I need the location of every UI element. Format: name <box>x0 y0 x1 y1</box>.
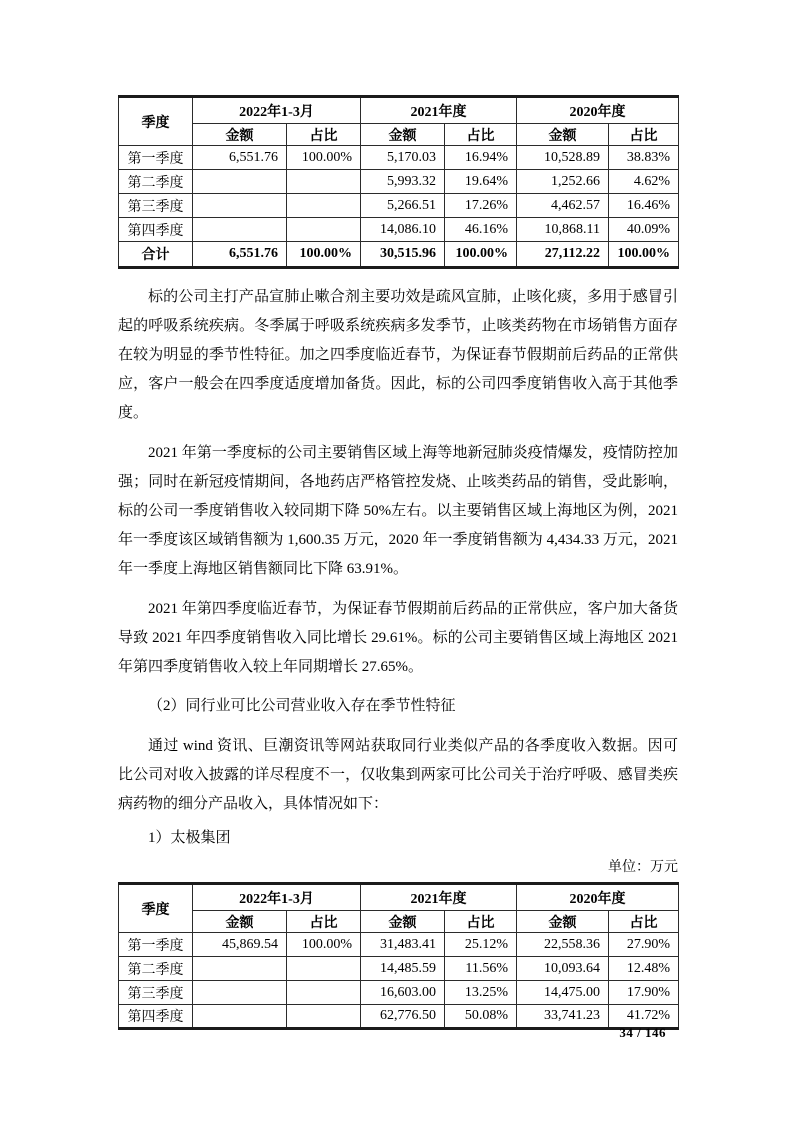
unit-note: 单位：万元 <box>608 860 678 875</box>
table-row <box>119 1005 679 1029</box>
quarter-column-header: 季度 <box>119 97 193 146</box>
metric-header: 占比 <box>287 911 361 933</box>
amount-cell <box>193 957 287 981</box>
period-header: 2020年度 <box>517 884 679 911</box>
ratio-cell: 11.56% <box>445 957 517 981</box>
amount-cell: 10,528.89 <box>517 146 609 170</box>
amount-cell: 33,741.23 <box>517 1005 609 1029</box>
amount-cell <box>193 1005 287 1029</box>
table-row <box>119 194 679 218</box>
ratio-cell: 4.62% <box>609 170 679 194</box>
page-number: 34 / 146 <box>619 1025 666 1040</box>
table-row <box>119 146 679 170</box>
period-header: 2021年度 <box>361 884 517 911</box>
ratio-cell: 100.00% <box>287 146 361 170</box>
table-row <box>119 981 679 1005</box>
quarter-label: 第一季度 <box>119 146 193 170</box>
amount-cell: 6,551.76 <box>193 146 287 170</box>
amount-cell: 14,086.10 <box>361 218 445 242</box>
ratio-cell: 100.00% <box>287 933 361 957</box>
table-row <box>119 242 679 268</box>
period-header: 2022年1-3月 <box>193 884 361 911</box>
ratio-cell: 19.64% <box>445 170 517 194</box>
ratio-cell: 25.12% <box>445 933 517 957</box>
quarter-label: 第二季度 <box>119 170 193 194</box>
table-row <box>119 170 679 194</box>
ratio-cell: 17.90% <box>609 981 679 1005</box>
quarter-label: 第三季度 <box>119 194 193 218</box>
ratio-cell: 100.00% <box>287 242 361 268</box>
ratio-cell: 100.00% <box>445 242 517 268</box>
quarter-label: 第三季度 <box>119 981 193 1005</box>
quarter-label: 第四季度 <box>119 218 193 242</box>
quarter-label: 第四季度 <box>119 1005 193 1029</box>
amount-cell <box>193 194 287 218</box>
amount-cell <box>193 981 287 1005</box>
amount-cell: 22,558.36 <box>517 933 609 957</box>
taiji-group-quarterly-revenue-table <box>118 882 679 1030</box>
metric-header: 占比 <box>287 124 361 146</box>
metric-header: 金额 <box>193 124 287 146</box>
amount-cell: 5,993.32 <box>361 170 445 194</box>
ratio-cell <box>287 981 361 1005</box>
quarter-column-header: 季度 <box>119 884 193 933</box>
amount-cell: 62,776.50 <box>361 1005 445 1029</box>
amount-cell: 16,603.00 <box>361 981 445 1005</box>
table-row <box>119 933 679 957</box>
ratio-cell: 50.08% <box>445 1005 517 1029</box>
table-row <box>119 957 679 981</box>
amount-cell <box>193 170 287 194</box>
quarter-label: 第一季度 <box>119 933 193 957</box>
ratio-cell: 46.16% <box>445 218 517 242</box>
ratio-cell <box>287 194 361 218</box>
ratio-cell: 100.00% <box>609 242 679 268</box>
amount-cell: 5,170.03 <box>361 146 445 170</box>
ratio-cell: 12.48% <box>609 957 679 981</box>
amount-cell: 14,475.00 <box>517 981 609 1005</box>
ratio-cell <box>287 170 361 194</box>
metric-header: 金额 <box>361 911 445 933</box>
metric-header: 金额 <box>361 124 445 146</box>
period-header: 2020年度 <box>517 97 679 124</box>
ratio-cell: 16.46% <box>609 194 679 218</box>
amount-cell: 30,515.96 <box>361 242 445 268</box>
ratio-cell: 13.25% <box>445 981 517 1005</box>
ratio-cell: 27.90% <box>609 933 679 957</box>
page-content <box>118 95 678 1030</box>
paragraph-2021-q4-growth: 2021 年第四季度临近春节，为保证春节假期前后药品的正常供应，客户加大备货导致 2021 年四季度销售收入同比增长 29.61%。标的公司主要销售区域上海地区 2021 年第四季度销售收入较上年同期增长 27.65%。 <box>118 601 678 675</box>
paragraph-comparable-companies: 通过 wind 资讯、巨潮资讯等网站获取同行业类似产品的各季度收入数据。因可比公司对收入披露的详尽程度不一，仅收集到两家可比公司关于治疗呼吸、感冒类疾病药物的细分产品收入，具体情况如下： <box>118 738 678 812</box>
table-row <box>119 218 679 242</box>
amount-cell: 1,252.66 <box>517 170 609 194</box>
ratio-cell: 38.83% <box>609 146 679 170</box>
metric-header: 金额 <box>193 911 287 933</box>
amount-cell: 5,266.51 <box>361 194 445 218</box>
amount-cell: 31,483.41 <box>361 933 445 957</box>
amount-cell: 6,551.76 <box>193 242 287 268</box>
metric-header: 占比 <box>609 911 679 933</box>
amount-cell: 10,093.64 <box>517 957 609 981</box>
ratio-cell: 16.94% <box>445 146 517 170</box>
metric-header: 占比 <box>445 911 517 933</box>
ratio-cell <box>287 957 361 981</box>
ratio-cell <box>287 1005 361 1029</box>
period-header: 2021年度 <box>361 97 517 124</box>
paragraph-2021-q1-covid-impact: 2021 年第一季度标的公司主要销售区域上海等地新冠肺炎疫情爆发，疫情防控加强；同时在新冠疫情期间，各地药店严格管控发烧、止咳类药品的销售，受此影响，标的公司一季度销售收入较同期下降 50%左右。以主要销售区域上海地区为例，2021 年一季度该区域销售额为 1,600.35 万元，2020 年一季度销售额为 4,434.33 万元，2021 年一季度上海地区销售额同比下降 63.91%。 <box>118 445 678 577</box>
list-item-taiji-group: 1）太极集团 <box>148 830 231 846</box>
ratio-cell: 41.72% <box>609 1005 679 1029</box>
target-company-quarterly-revenue-table <box>118 95 679 269</box>
metric-header: 占比 <box>609 124 679 146</box>
amount-cell: 45,869.54 <box>193 933 287 957</box>
ratio-cell <box>287 218 361 242</box>
metric-header: 金额 <box>517 911 609 933</box>
amount-cell: 27,112.22 <box>517 242 609 268</box>
amount-cell: 14,485.59 <box>361 957 445 981</box>
amount-cell: 4,462.57 <box>517 194 609 218</box>
paragraph-product-seasonality: 标的公司主打产品宣肺止嗽合剂主要功效是疏风宣肺，止咳化痰，多用于感冒引起的呼吸系统疾病。冬季属于呼吸系统疾病多发季节，止咳类药物在市场销售方面存在较为明显的季节性特征。加之四季度临近春节，为保证春节假期前后药品的正常供应，客户一般会在四季度适度增加备货。因此，标的公司四季度销售收入高于其他季度。 <box>118 289 678 421</box>
amount-cell <box>193 218 287 242</box>
amount-cell: 10,868.11 <box>517 218 609 242</box>
metric-header: 占比 <box>445 124 517 146</box>
quarter-label: 合计 <box>119 242 193 268</box>
quarter-label: 第二季度 <box>119 957 193 981</box>
ratio-cell: 17.26% <box>445 194 517 218</box>
ratio-cell: 40.09% <box>609 218 679 242</box>
section-heading: （2）同行业可比公司营业收入存在季节性特征 <box>148 698 456 714</box>
period-header: 2022年1-3月 <box>193 97 361 124</box>
metric-header: 金额 <box>517 124 609 146</box>
